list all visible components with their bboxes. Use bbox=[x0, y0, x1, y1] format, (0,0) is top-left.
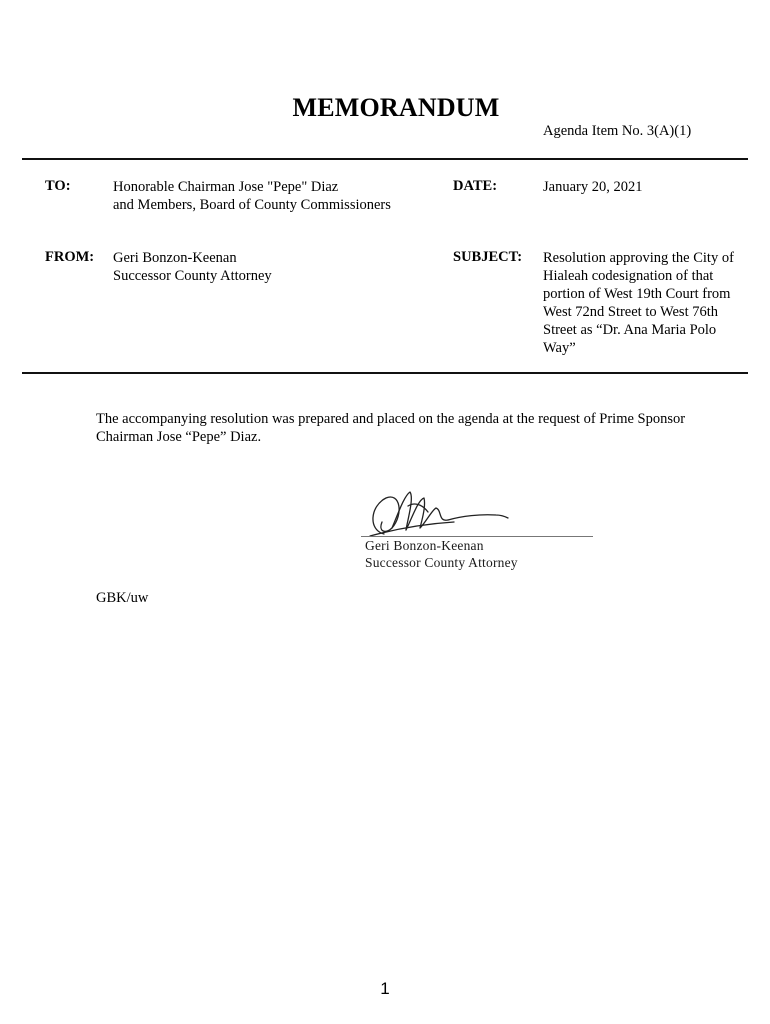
to-recipient-line-1: Honorable Chairman Jose "Pepe" Diaz bbox=[113, 179, 339, 195]
subject-line: Resolution approving the City of bbox=[543, 250, 734, 266]
subject-line: Way” bbox=[543, 340, 576, 356]
date-label: DATE: bbox=[453, 178, 498, 194]
memo-title: MEMORANDUM bbox=[292, 93, 500, 122]
subject-line: portion of West 19th Court from bbox=[543, 286, 731, 302]
subject-line: West 72nd Street to West 76th bbox=[543, 304, 719, 320]
signatory-title: Successor County Attorney bbox=[365, 555, 518, 570]
to-label: TO: bbox=[45, 178, 71, 194]
page-number: 1 bbox=[380, 979, 390, 998]
to-recipient-line-2: and Members, Board of County Commissioners bbox=[113, 197, 391, 213]
from-sender-line-2: Successor County Attorney bbox=[113, 268, 272, 284]
body-paragraph bbox=[96, 410, 736, 446]
from-sender-line-1: Geri Bonzon-Keenan bbox=[113, 250, 237, 266]
subject-line: Hialeah codesignation of that bbox=[543, 268, 714, 284]
bottom-divider bbox=[22, 372, 748, 374]
subject-line: Street as “Dr. Ana Maria Polo bbox=[543, 322, 717, 338]
typist-initials: GBK/uw bbox=[96, 590, 149, 606]
subject-label: SUBJECT: bbox=[453, 249, 523, 265]
body-line-1: The accompanying resolution was prepared and placed on the agenda at the request of Prime Sponsor bbox=[96, 411, 686, 427]
date-value: January 20, 2021 bbox=[543, 179, 643, 195]
signatory-name: Geri Bonzon-Keenan bbox=[365, 538, 484, 553]
agenda-item-number: Agenda Item No. 3(A)(1) bbox=[543, 123, 692, 139]
from-label: FROM: bbox=[45, 249, 95, 265]
handwritten-signature bbox=[362, 484, 542, 544]
top-divider bbox=[22, 158, 748, 160]
body-line-2: Chairman Jose “Pepe” Diaz. bbox=[96, 429, 262, 445]
